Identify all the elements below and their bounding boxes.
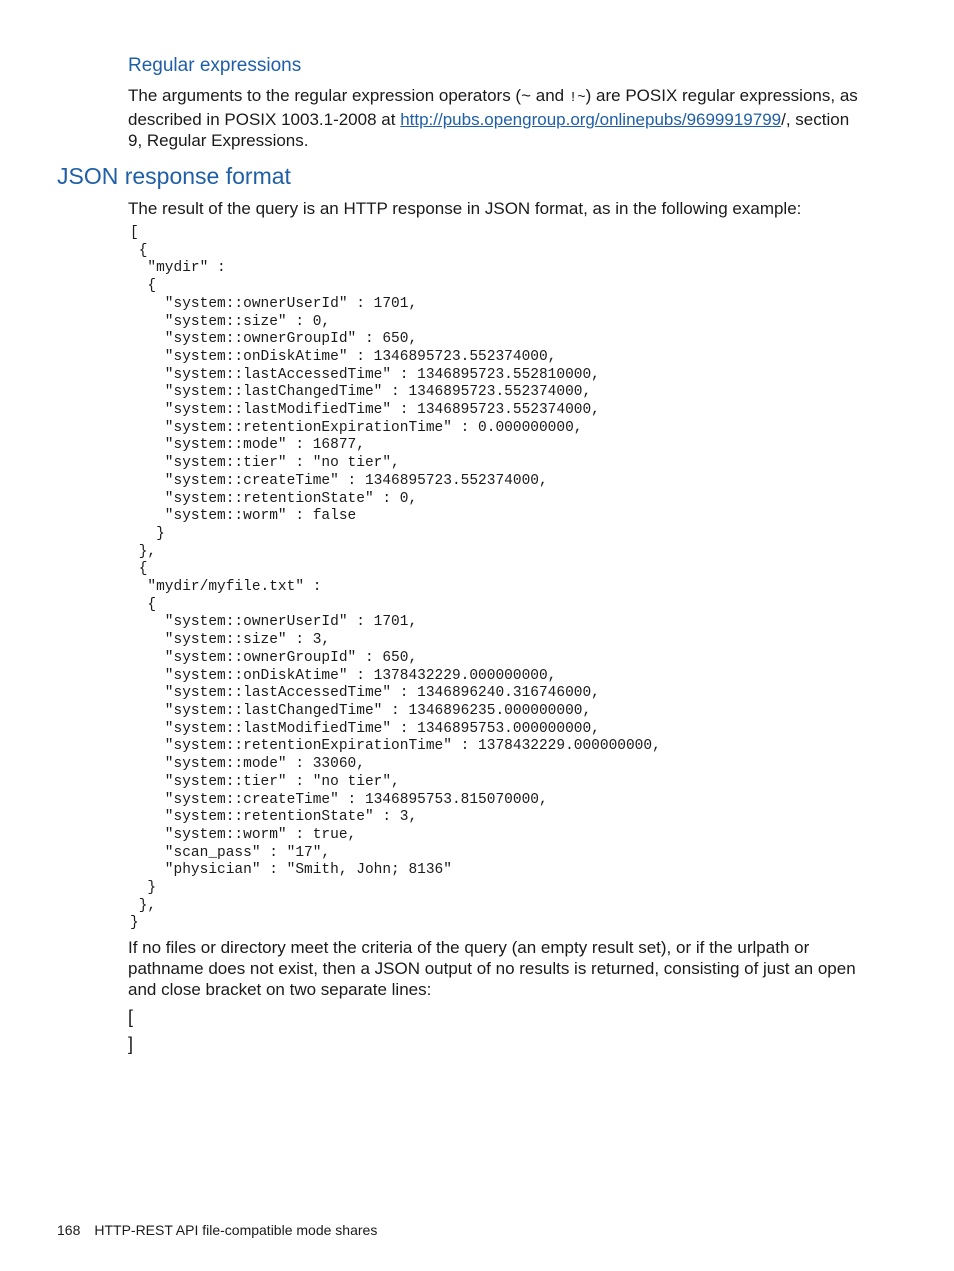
json-section-heading: JSON response format xyxy=(57,163,291,189)
close-bracket: ] xyxy=(128,1034,134,1054)
json-intro-paragraph: The result of the query is an HTTP response in JSON format, as in the following example: xyxy=(128,199,802,218)
regex-paragraph xyxy=(128,85,868,151)
regex-text-3: /, section 9, Regular Expressions. xyxy=(128,110,850,150)
regex-text-2: ) are POSIX regular expressions, as described in POSIX 1003.1-2008 at xyxy=(128,86,858,129)
json-example-code: [ { "mydir" : { "system::ownerUserId" : 1701, "system::size" : 0, "system::ownerGroupId" : 650, "system::onDiskAtime" : 1346895723.552374000, "system::lastAccessedTime" : 1346895723.552810000, "system::lastChangedTime" : 1346895723.552374000, "system::lastModifiedTime" : 1346895723.552374000, "system::retentionExpirationTime" : 0.000000000, "system::mode" : 16877, "system::tier" : "no tier", "system::createTime" : 1346895723.552374000, "system::retentionState" : 0, "system::worm" : false } }, { "mydir/myfile.txt" : { "system::ownerUserId" : 1701, "system::size" : 3, "system::ownerGroupId" : 650, "system::onDiskAtime" : 1378432229.000000000, "system::lastAccessedTime" : 1346896240.316746000, "system::lastChangedTime" : 1346896235.000000000, "system::lastModifiedTime" : 1346895753.000000000, "system::retentionExpirationTime" : 1378432229.000000000, "system::mode" : 33060, "system::tier" : "no tier", "system::createTime" : 1346895753.815070000, "system::retentionState" : 3, "system::worm" : true, "scan_pass" : "17", "physician" : "Smith, John; 8136" } }, } xyxy=(130,225,661,932)
regex-text-1: The arguments to the regular expression operators ( xyxy=(128,86,522,105)
regex-text-and: and xyxy=(531,86,569,105)
not-tilde-operator: !~ xyxy=(568,90,586,106)
tilde-operator: ~ xyxy=(521,86,532,105)
page-number: 168 xyxy=(57,1222,81,1238)
open-bracket: [ xyxy=(128,1007,134,1027)
regex-subheading: Regular expressions xyxy=(128,55,302,76)
posix-link[interactable]: http://pubs.opengroup.org/onlinepubs/9699919799 xyxy=(400,110,782,129)
footer-title: HTTP-REST API file-compatible mode shares xyxy=(94,1222,378,1238)
page-footer xyxy=(57,1222,377,1238)
empty-result-paragraph: If no files or directory meet the criteria of the query (an empty result set), or if the urlpath or pathname does not exist, then a JSON output of no results is returned, consisting of just an open and close bracket on two separate lines: xyxy=(128,938,856,999)
